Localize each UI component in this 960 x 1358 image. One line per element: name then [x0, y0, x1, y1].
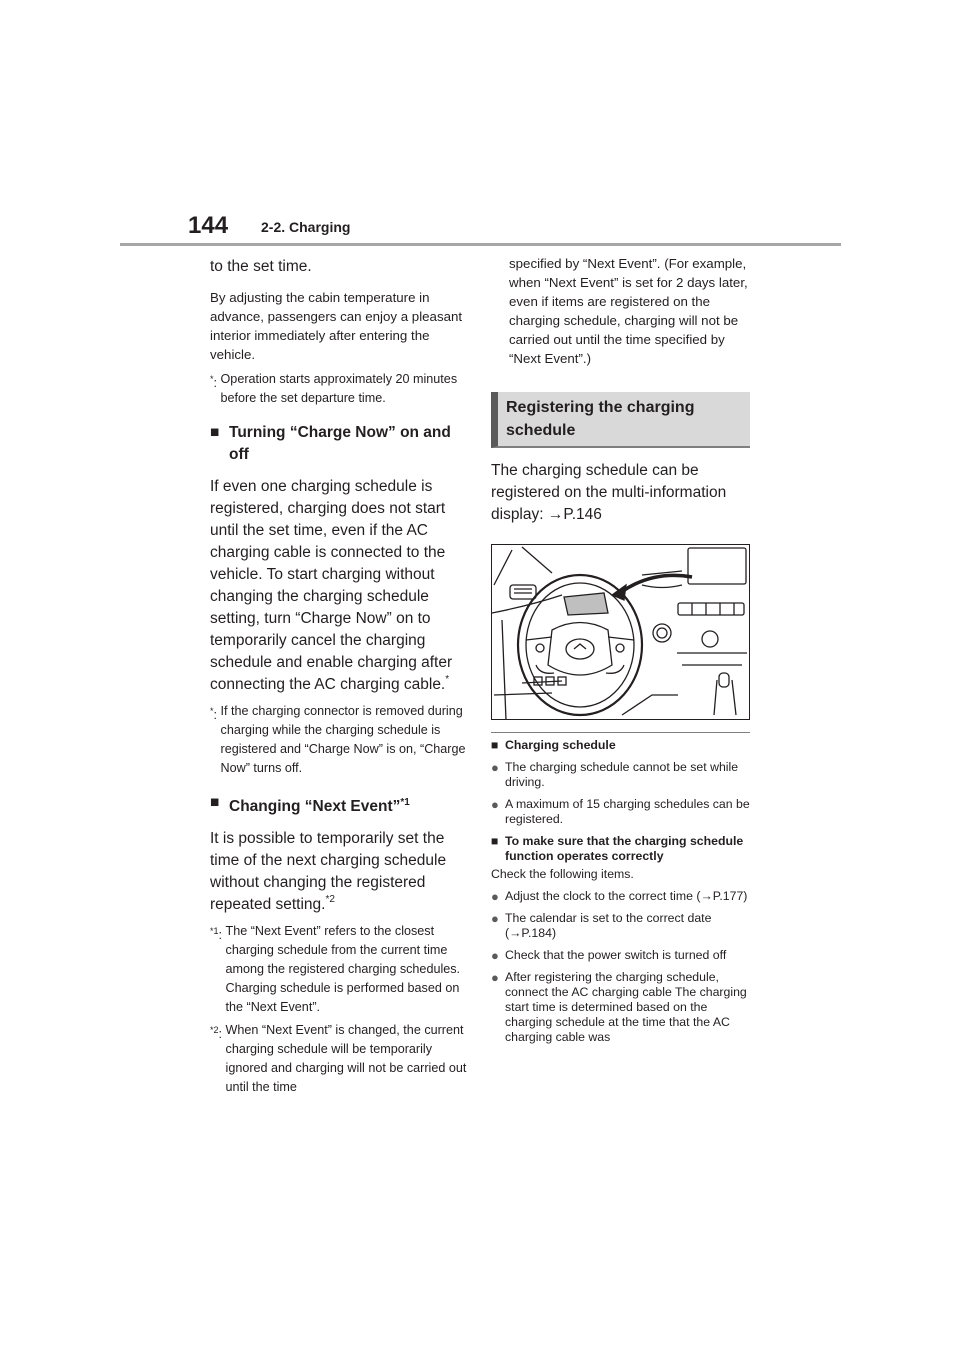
charge-now-body-text: If even one charging schedule is registered, charging does not start until the set time, even if the AC charging cable is connected to the vehicle. To start charging without changing the charging schedule setting, turn “Charge Now” on to temporarily cancel the charging schedule and enable charging after connecting the AC charging cable. — [210, 478, 453, 693]
footnote-charge-connector — [210, 702, 468, 778]
list-item-text: Adjust the clock to the correct time (→P.177) — [505, 889, 748, 903]
steering-wheel-illustration — [492, 545, 750, 720]
continued-text: specified by “Next Event”. (For example, when “Next Event” is set for 2 days later, even if items are registered on the charging schedule, charging will not be carried out until the time specified by “Next Event”.) — [509, 256, 748, 366]
register-body: The charging schedule can be registered on the multi-information display: →P.146 — [491, 462, 727, 523]
left-column — [210, 256, 468, 1097]
dashboard-illustration — [491, 544, 750, 720]
round-bullet-icon: ● — [491, 948, 499, 963]
heading-next-event-ref: *1 — [400, 797, 410, 808]
round-bullet-icon: ● — [491, 797, 499, 812]
figure-rule — [491, 732, 750, 733]
list-item — [491, 760, 750, 790]
list-item — [491, 948, 750, 963]
footnote-text: The “Next Event” refers to the closest charging schedule from the current time among the registered charging schedules. Charging schedule is performed based on the “Next Event”. — [225, 924, 461, 1015]
footnote-mark: *2 — [210, 1025, 219, 1036]
charge-now-footnote-ref: * — [445, 674, 450, 685]
footnote-mark: * — [210, 706, 214, 716]
heading-function-check — [491, 834, 750, 864]
charge-now-body — [210, 476, 468, 696]
function-check-intro: Check the following items. — [491, 867, 634, 881]
square-bullet-icon: ■ — [491, 738, 499, 752]
header-rule — [120, 243, 841, 246]
next-event-body — [210, 828, 468, 916]
footnote-next-event-definition — [210, 922, 468, 1017]
round-bullet-icon: ● — [491, 889, 499, 904]
page-number: 144 — [188, 212, 229, 239]
list-item — [491, 797, 750, 827]
footnote-mark: * — [210, 374, 214, 384]
footnote-sep: : — [213, 376, 218, 391]
section-label: 2-2. Charging — [261, 219, 351, 235]
square-bullet-icon: ■ — [210, 424, 220, 441]
square-bullet-icon: ■ — [491, 834, 499, 848]
heading-next-event — [210, 792, 468, 818]
heading-next-event-text: Changing “Next Event” — [229, 798, 401, 816]
list-item-text: The calendar is set to the correct date (→P.184) — [505, 911, 712, 940]
footnote-sep: : — [218, 928, 223, 943]
section-heading: Registering the charging schedule — [491, 392, 750, 448]
square-bullet-icon: ■ — [210, 794, 220, 811]
list-item-text: A maximum of 15 charging schedules can be registered. — [505, 797, 750, 826]
footnote-mark: *1 — [210, 926, 219, 937]
heading-charging-schedule-text: Charging schedule — [505, 738, 616, 752]
list-item-text: After registering the charging schedule, connect the AC charging cable The charging start time is determined based on the charging schedule at the time that the AC charging cable was — [505, 970, 747, 1044]
list-item — [491, 889, 750, 904]
footnote-next-event-change — [210, 1021, 468, 1097]
heading-charge-now-text: Turning “Charge Now” on and off — [229, 424, 451, 463]
heading-charging-schedule — [491, 738, 750, 753]
next-event-body-text: It is possible to temporarily set the time of the next charging schedule without changing the registered repeated setting. — [210, 830, 447, 914]
list-item — [491, 970, 750, 1045]
intro-continued: to the set time. — [210, 258, 312, 275]
heading-charge-now — [210, 422, 468, 466]
list-item — [491, 911, 750, 941]
list-item-text: The charging schedule cannot be set while driving. — [505, 760, 739, 789]
round-bullet-icon: ● — [491, 760, 499, 775]
round-bullet-icon: ● — [491, 970, 499, 985]
footnote-departure — [210, 370, 468, 408]
intro-body: By adjusting the cabin temperature in advance, passengers can enjoy a pleasant interior immediately after entering the vehicle. — [210, 290, 463, 362]
right-column — [491, 254, 750, 1045]
footnote-sep: : — [213, 708, 218, 723]
heading-function-check-text: To make sure that the charging schedule function operates correctly — [505, 834, 744, 863]
footnote-sep: : — [218, 1027, 223, 1042]
list-item-text: Check that the power switch is turned off — [505, 948, 727, 962]
next-event-footnote-ref: *2 — [325, 894, 335, 906]
round-bullet-icon: ● — [491, 911, 499, 926]
footnote-text: If the charging connector is removed during charging while the charging schedule is registered and “Charge Now” is on, “Charge Now” turns off. — [220, 704, 466, 775]
footnote-text: Operation starts approximately 20 minutes before the set departure time. — [220, 372, 458, 405]
footnote-text: When “Next Event” is changed, the current charging schedule will be temporarily ignored and charging will not be carried out until the time — [225, 1023, 467, 1095]
